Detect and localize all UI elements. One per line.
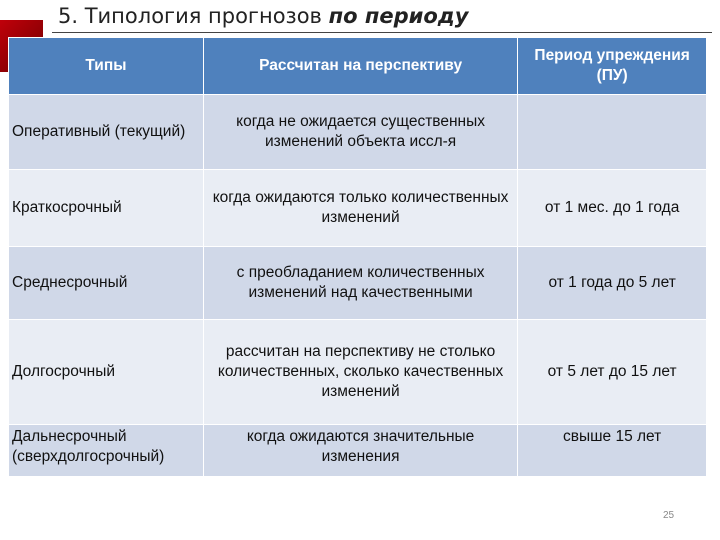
table-header-row: [9, 38, 707, 95]
type-cell: Оперативный (текущий): [9, 95, 204, 170]
type-cell: Среднесрочный: [9, 247, 204, 320]
type-cell: Краткосрочный: [9, 170, 204, 247]
slide-title: 5. Типология прогнозов по периоду: [58, 4, 469, 28]
table-row: [9, 95, 707, 170]
table-row: [9, 320, 707, 425]
period-cell: [518, 95, 707, 170]
perspective-cell: с преобладанием количественных изменений над качественными: [203, 247, 517, 320]
type-cell: Долгосрочный: [9, 320, 204, 425]
period-cell: от 5 лет до 15 лет: [518, 320, 707, 425]
forecast-typology-table: [8, 37, 707, 477]
period-cell: свыше 15 лет: [518, 425, 707, 477]
table-row: [9, 247, 707, 320]
table-row: [9, 425, 707, 477]
page-number: 25: [663, 510, 675, 521]
header-cell: Период упреждения (ПУ): [518, 38, 707, 95]
perspective-cell: рассчитан на перспективу не столько количественных, сколько качественных изменений: [203, 320, 517, 425]
perspective-cell: когда ожидаются значительные изменения: [203, 425, 517, 477]
perspective-cell: когда ожидаются только количественных изменений: [203, 170, 517, 247]
perspective-cell: когда не ожидается существенных изменений объекта иссл-я: [203, 95, 517, 170]
period-cell: от 1 года до 5 лет: [518, 247, 707, 320]
table-row: [9, 170, 707, 247]
header-cell: Рассчитан на перспективу: [203, 38, 517, 95]
type-cell: Дальнесрочный (сверхдолгосрочный): [9, 425, 204, 477]
period-cell: от 1 мес. до 1 года: [518, 170, 707, 247]
title-underline: [52, 32, 712, 33]
header-cell: Типы: [9, 38, 204, 95]
